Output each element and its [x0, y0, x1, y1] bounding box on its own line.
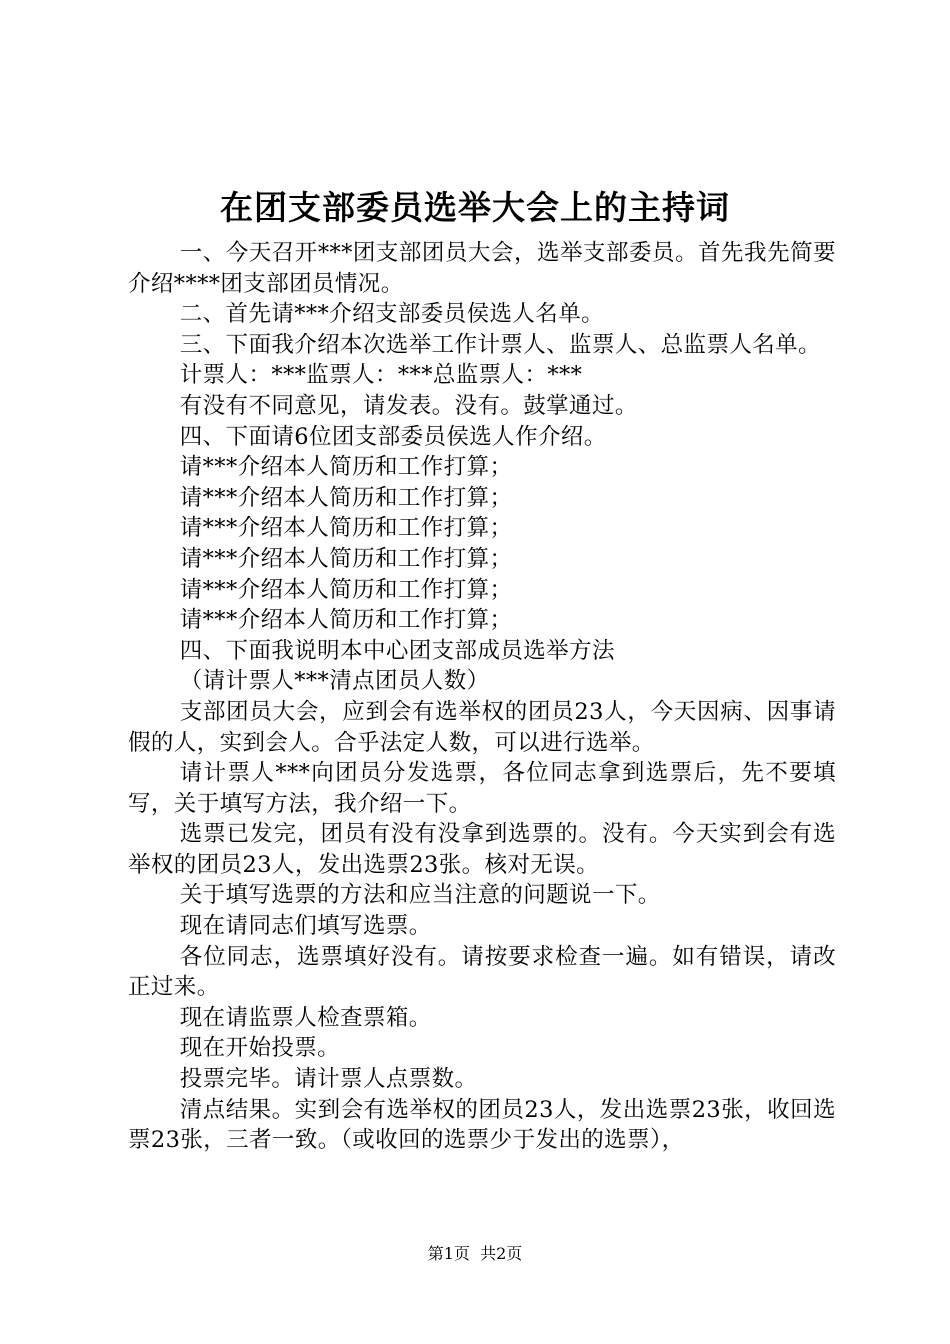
paragraph: 请***介绍本人简历和工作打算；: [179, 576, 513, 603]
paragraph: 请***介绍本人简历和工作打算；: [179, 515, 513, 542]
document-title: 在团支部委员选举大会上的主持词: [220, 188, 730, 227]
paragraph: 各位同志，选票填好没有。请按要求检查一遍。如有错误，请改正过来。: [128, 943, 836, 1001]
paragraph: 现在开始投票。: [179, 1035, 341, 1062]
paragraph: 请***介绍本人简历和工作打算；: [179, 545, 513, 572]
paragraph: 四、下面我说明本中心团支部成员选举方法: [179, 637, 615, 664]
paragraph: 清点结果。实到会有选举权的团员23人，发出选票23张，收回选票23张，三者一致。（或收回的选票少于发出的选票），: [128, 1096, 836, 1154]
paragraph: 关于填写选票的方法和应当注意的问题说一下。: [179, 882, 661, 909]
paragraph: 现在请同志们填写选票。: [179, 913, 432, 940]
paragraph: 一、今天召开***团支部团员大会，选举支部委员。首先我先简要介绍****团支部团员情况。: [128, 240, 836, 297]
paragraph: 请计票人***向团员分发选票，各位同志拿到选票后，先不要填写，关于填写方法，我介绍一下。: [128, 760, 836, 817]
paragraph: 请***介绍本人简历和工作打算；: [179, 454, 513, 481]
paragraph: 请***介绍本人简历和工作打算；: [179, 607, 513, 634]
paragraph: （请计票人***清点团员人数）: [179, 668, 490, 695]
paragraph: 现在请监票人检查票箱。: [179, 1004, 432, 1031]
paragraph: 支部团员大会，应到会有选举权的团员23人，今天因病、因事请假的人，实到会人。合乎法定人数，可以进行选举。: [128, 698, 836, 756]
document-body: [128, 238, 836, 1156]
paragraph: 选票已发完，团员有没有没拿到选票的。没有。今天实到会有选举权的团员23人，发出选票23张。核对无误。: [128, 821, 836, 878]
paragraph: 三、下面我介绍本次选举工作计票人、监票人、总监票人名单。: [179, 331, 821, 358]
paragraph: 二、首先请***介绍支部委员侯选人名单。: [179, 301, 605, 328]
paragraph: 四、下面请6位团支部委员侯选人作介绍。: [179, 423, 607, 450]
paragraph: 投票完毕。请计票人点票数。: [179, 1066, 478, 1093]
paragraph: 有没有不同意见，请发表。没有。鼓掌通过。: [179, 392, 638, 419]
paragraph: 计票人：***监票人：***总监票人：***: [179, 362, 583, 389]
page-footer: 第1页 共2页: [427, 1244, 523, 1263]
paragraph: 请***介绍本人简历和工作打算；: [179, 484, 513, 511]
